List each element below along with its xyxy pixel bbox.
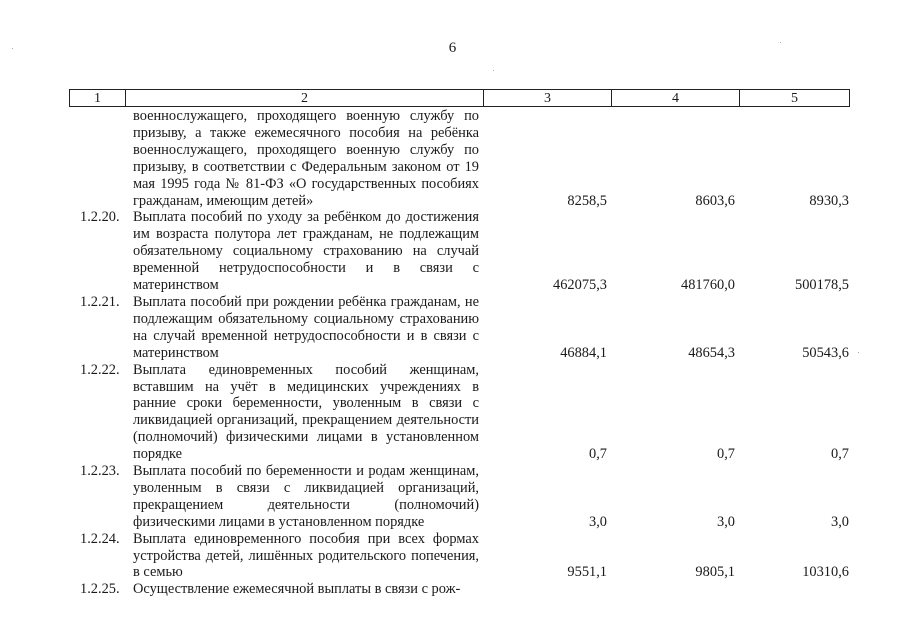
value-col-3: 8258,5 — [567, 192, 607, 209]
header-col-2: 2 — [126, 90, 484, 106]
value-col-5: 10310,6 — [802, 564, 849, 581]
row-number: 1.2.23. — [80, 463, 120, 480]
value-col-5: 3,0 — [831, 513, 849, 530]
value-col-3: 46884,1 — [560, 344, 607, 361]
row-number: 1.2.25. — [80, 581, 120, 598]
header-col-4: 4 — [612, 90, 740, 106]
scan-speck — [858, 352, 859, 353]
scan-speck — [493, 70, 494, 71]
row-description: Выплата единовременных пособий женщинам, вставшим на учёт в медицинских учреждениях в ранние сроки беременности, уволенным в связи с ликвидацией организаций, прекращением деятельности (полномочий) физическими лицами в установленном порядке — [133, 361, 479, 463]
scan-speck — [12, 48, 13, 49]
header-col-3: 3 — [484, 90, 612, 106]
value-col-3: 3,0 — [589, 513, 607, 530]
table-row — [0, 362, 905, 463]
table-row — [0, 294, 905, 362]
table-row — [0, 108, 905, 209]
value-col-5: 500178,5 — [795, 277, 849, 294]
value-col-4: 8603,6 — [695, 192, 735, 209]
table-row — [0, 209, 905, 294]
value-col-4: 3,0 — [717, 513, 735, 530]
value-col-3: 9551,1 — [567, 564, 607, 581]
row-number: 1.2.21. — [80, 293, 120, 310]
row-number: 1.2.20. — [80, 209, 120, 226]
page-number: 6 — [448, 40, 457, 56]
table-row — [0, 531, 905, 582]
table-row — [0, 463, 905, 531]
table-body — [0, 108, 905, 598]
value-col-3: 0,7 — [589, 446, 607, 463]
value-col-5: 0,7 — [831, 446, 849, 463]
value-col-4: 481760,0 — [681, 277, 735, 294]
row-description: Выплата пособий при рождении ребёнка гражданам, не подлежащим обязательному социальному страхованию на случай временной нетрудоспособности и в связи с материнством — [133, 293, 479, 361]
row-number: 1.2.22. — [80, 361, 120, 378]
value-col-4: 0,7 — [717, 446, 735, 463]
row-description: Осуществление ежемесячной выплаты в связи с рож- — [133, 581, 461, 598]
value-col-4: 48654,3 — [688, 344, 735, 361]
row-description: Выплата единовременного пособия при всех формах устройства детей, лишённых родительского попечения, в семью — [133, 530, 479, 581]
scan-speck — [780, 42, 781, 43]
row-number: 1.2.24. — [80, 530, 120, 547]
header-col-5: 5 — [791, 91, 798, 106]
header-col-1: 1 — [70, 90, 126, 106]
value-col-4: 9805,1 — [695, 564, 735, 581]
table-row — [0, 581, 905, 598]
value-col-5: 8930,3 — [809, 192, 849, 209]
row-description: Выплата пособий по беременности и родам женщинам, уволенным в связи с ликвидацией организаций, прекращением деятельности (полномочий) физическими лицами в установленном порядке — [133, 463, 479, 530]
row-description: Выплата пособий по уходу за ребёнком до достижения им возраста полутора лет гражданам, не подлежащим обязательному социальному страхованию на случай временной нетрудоспособности и в связи с материнством — [133, 209, 479, 294]
table-header — [69, 89, 850, 107]
value-col-3: 462075,3 — [553, 277, 607, 294]
row-description: военнослужащего, проходящего военную службу по призыву, а также ежемесячного пособия на ребёнка военнослужащего, проходящего военную службу по призыву, в соответствии с Федеральным законом от 19 мая 1995 года № 81-ФЗ «О государственных пособиях гражданам, имеющим детей» — [133, 108, 479, 209]
value-col-5: 50543,6 — [802, 344, 849, 361]
